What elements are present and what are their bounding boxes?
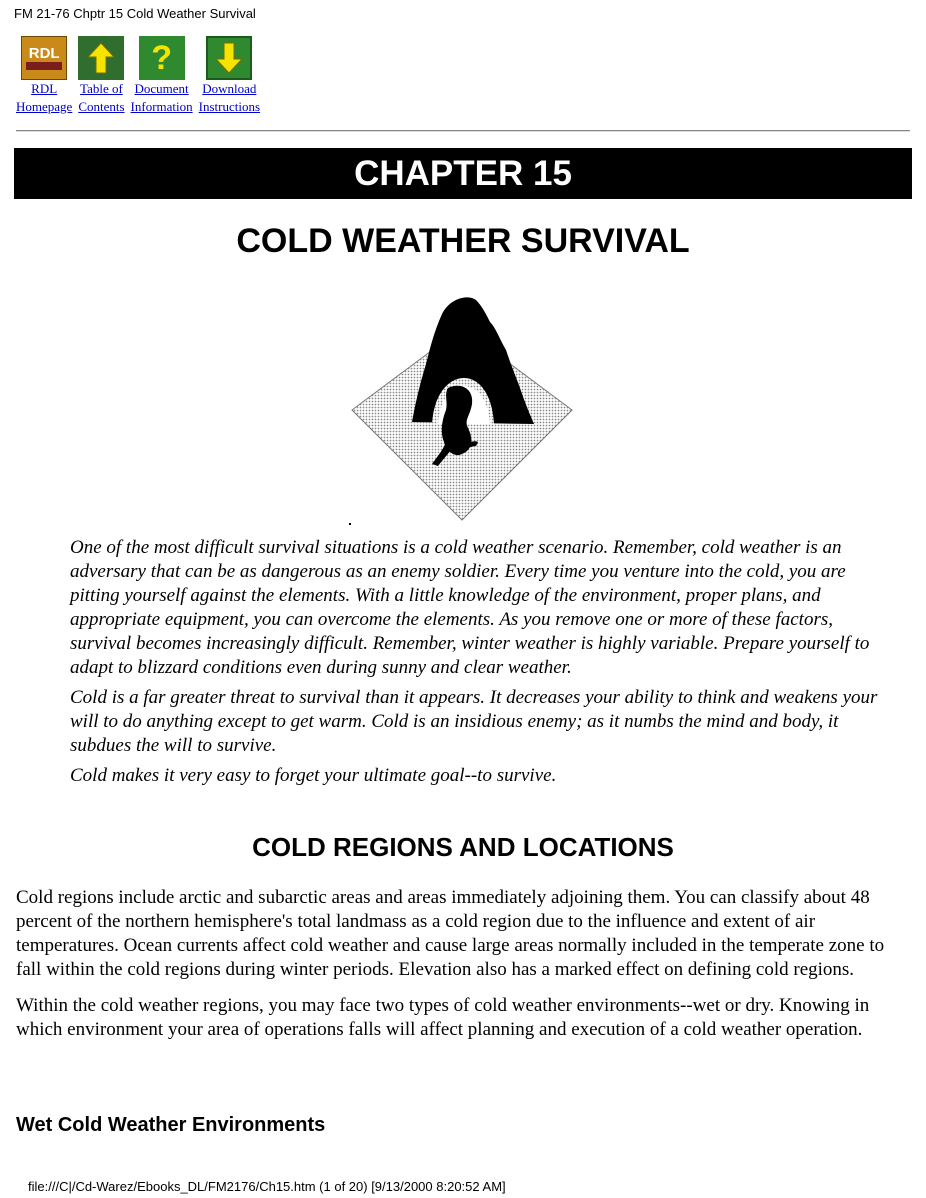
cold-weather-emblem-icon [350, 292, 576, 524]
intro-paragraph-2: Cold is a far greater threat to survival than it appears. It decreases your ability to think and weakens your will to do anything except to get warm. Cold is an insidious enemy; as it numbs the mind and body, it subdues the will to survive. [70, 687, 878, 756]
nav-rdl-homepage[interactable] [16, 36, 72, 116]
intro-text [70, 536, 880, 794]
nav-document-information[interactable] [131, 36, 193, 116]
section-heading: COLD REGIONS AND LOCATIONS [252, 832, 674, 862]
chapter-label: CHAPTER 15 [354, 153, 572, 193]
chapter-title: COLD WEATHER SURVIVAL [236, 222, 690, 260]
nav-download-instructions[interactable] [199, 36, 260, 116]
down-arrow-glyph [214, 41, 244, 75]
horizontal-rule [16, 130, 910, 132]
nav-label-docinfo-line2[interactable]: Information [130, 99, 193, 114]
subheading: Wet Cold Weather Environments [16, 1114, 326, 1136]
intro-paragraph-1: One of the most difficult survival situations is a cold weather scenario. Remember, cold weather is an adversary that can be as dangerous as an enemy soldier. Every time you venture into the cold, you are pitting yourself against the elements. With a little knowledge of the environment, proper plans, and appropriate equipment, you can overcome the elements. As you remove one or more of these factors, survival becomes increasingly difficult. Remember, winter weather is highly variable. Prepare yourself to adapt to blizzard conditions even during sunny and clear weather. [70, 537, 870, 678]
nav-label-rdl-line2[interactable]: Homepage [16, 99, 73, 114]
nav-label-docinfo-line1[interactable]: Document [134, 81, 189, 96]
question-mark-icon[interactable] [139, 36, 185, 80]
nav-label-download-line1[interactable]: Download [202, 81, 257, 96]
question-mark-glyph: ? [151, 38, 172, 77]
up-arrow-glyph [86, 41, 116, 75]
rdl-logo-icon[interactable] [21, 36, 67, 80]
nav-table-of-contents[interactable] [78, 36, 124, 116]
body-paragraph-2: Within the cold weather regions, you may face two types of cold weather environments--wet or dry. Knowing in which environment your area of operations falls will affect planning and execution of a cold weather operation. [16, 995, 870, 1040]
nav-label-toc-line1[interactable]: Table of [80, 81, 123, 96]
nav-label-download-line2[interactable]: Instructions [198, 99, 261, 114]
page-header: FM 21-76 Chptr 15 Cold Weather Survival [14, 6, 256, 21]
body-text [16, 886, 912, 1054]
rdl-logo-stripe [26, 62, 62, 70]
nav-label-toc-line2[interactable]: Contents [78, 99, 125, 114]
nav-bar [16, 36, 266, 116]
stray-dot [349, 523, 351, 525]
page-footer: file:///C|/Cd-Warez/Ebooks_DL/FM2176/Ch15.htm (1 of 20) [9/13/2000 8:20:52 AM] [28, 1179, 506, 1194]
up-arrow-icon[interactable] [78, 36, 124, 80]
rdl-logo-text: RDL [28, 45, 60, 62]
intro-paragraph-3: Cold makes it very easy to forget your ultimate goal--to survive. [70, 765, 557, 786]
body-paragraph-1: Cold regions include arctic and subarctic areas and areas immediately adjoining them. You can classify about 48 percent of the northern hemisphere's total landmass as a cold region due to the influence and extent of air temperatures. Ocean currents affect cold weather and cause large areas normally included in the temperate zone to fall within the cold regions during winter periods. Elevation also has a marked effect on defining cold regions. [16, 887, 885, 980]
chapter-banner [14, 148, 912, 199]
down-arrow-icon[interactable] [206, 36, 252, 80]
nav-label-rdl-line1[interactable]: RDL [31, 81, 58, 96]
